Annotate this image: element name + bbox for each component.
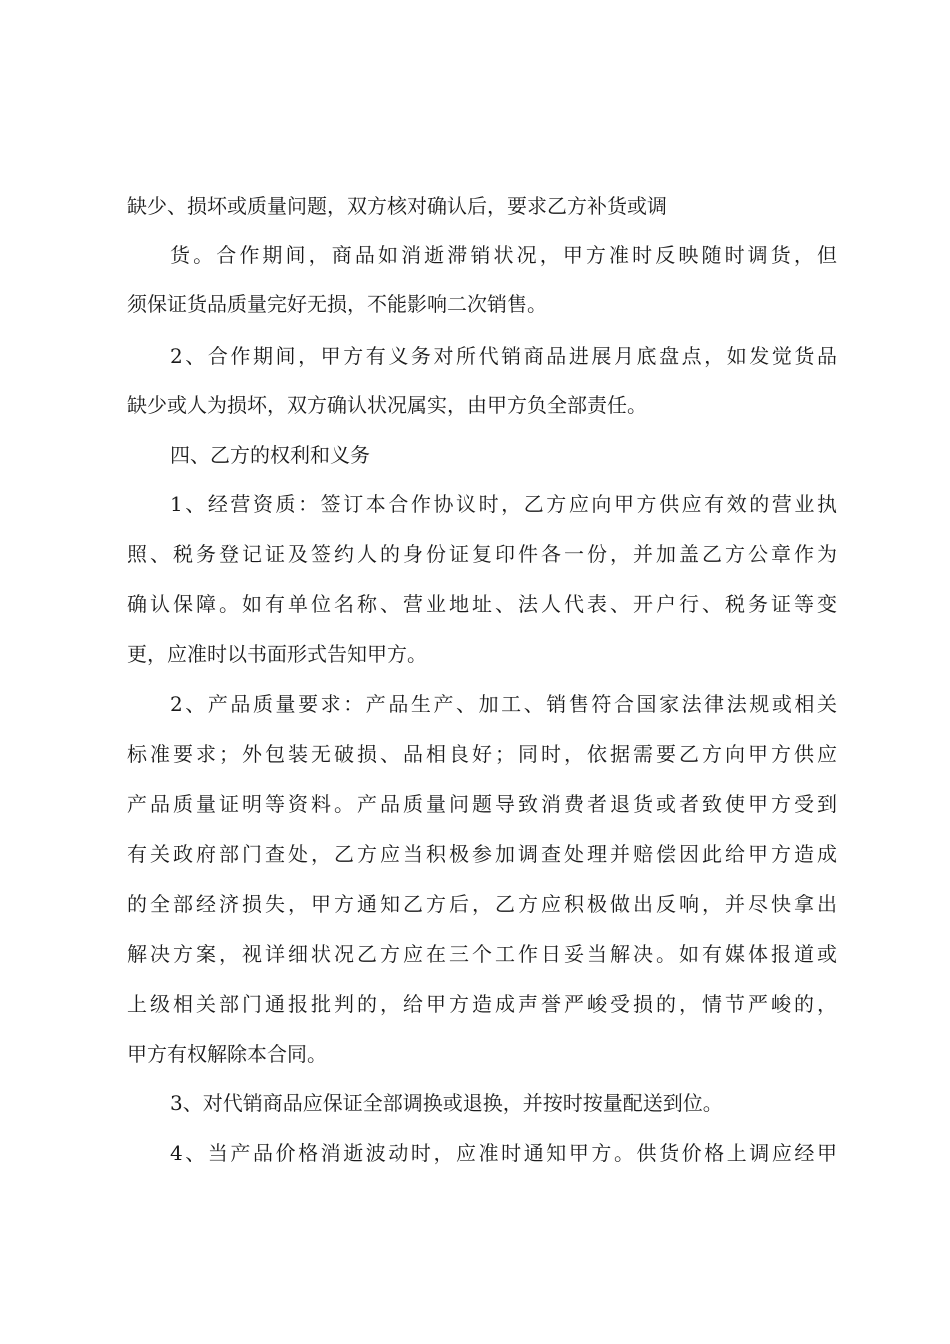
text-line: 2、合作期间，甲方有义务对所代销商品进展月底盘点，如发觉货品: [170, 344, 837, 368]
text-line: 4、当产品价格消逝波动时，应准时通知甲方。供货价格上调应经甲: [170, 1141, 837, 1165]
text-line: 3、对代销商品应保证全部调换或退换，并按时按量配送到位。: [170, 1091, 723, 1115]
text-line: 缺少或人为损坏，双方确认状况属实，由甲方负全部责任。: [127, 393, 647, 417]
text-line: 1、经营资质：签订本合作协议时，乙方应向甲方供应有效的营业执: [170, 492, 837, 516]
text-line: 须保证货品质量完好无损，不能影响二次销售。: [127, 292, 547, 316]
text-line: 解决方案，视详细状况乙方应在三个工作日妥当解决。如有媒体报道或: [127, 942, 837, 966]
text-line: 甲方有权解除本合同。: [127, 1042, 327, 1066]
text-line: 的全部经济损失，甲方通知乙方后，乙方应积极做出反响，并尽快拿出: [127, 892, 837, 916]
text-line: 上级相关部门通报批判的，给甲方造成声誉严峻受损的，情节严峻的，: [127, 992, 837, 1016]
text-line: 确认保障。如有单位名称、营业地址、法人代表、开户行、税务证等变: [127, 592, 837, 616]
text-line: 标准要求；外包装无破损、品相良好；同时，依据需要乙方向甲方供应: [127, 742, 837, 766]
text-line: 货。合作期间，商品如消逝滞销状况，甲方准时反映随时调货，但: [170, 243, 837, 267]
text-line: 有关政府部门查处，乙方应当积极参加调查处理并赔偿因此给甲方造成: [127, 842, 837, 866]
text-line: 2、产品质量要求：产品生产、加工、销售符合国家法律法规或相关: [170, 692, 837, 716]
text-line: 更，应准时以书面形式告知甲方。: [127, 642, 427, 666]
text-line: 缺少、损坏或质量问题，双方核对确认后，要求乙方补货或调: [127, 194, 667, 218]
text-line: 产品质量证明等资料。产品质量问题导致消费者退货或者致使甲方受到: [127, 792, 837, 816]
text-line: 照、税务登记证及签约人的身份证复印件各一份，并加盖乙方公章作为: [127, 542, 837, 566]
section-heading: 四、乙方的权利和义务: [170, 443, 370, 467]
